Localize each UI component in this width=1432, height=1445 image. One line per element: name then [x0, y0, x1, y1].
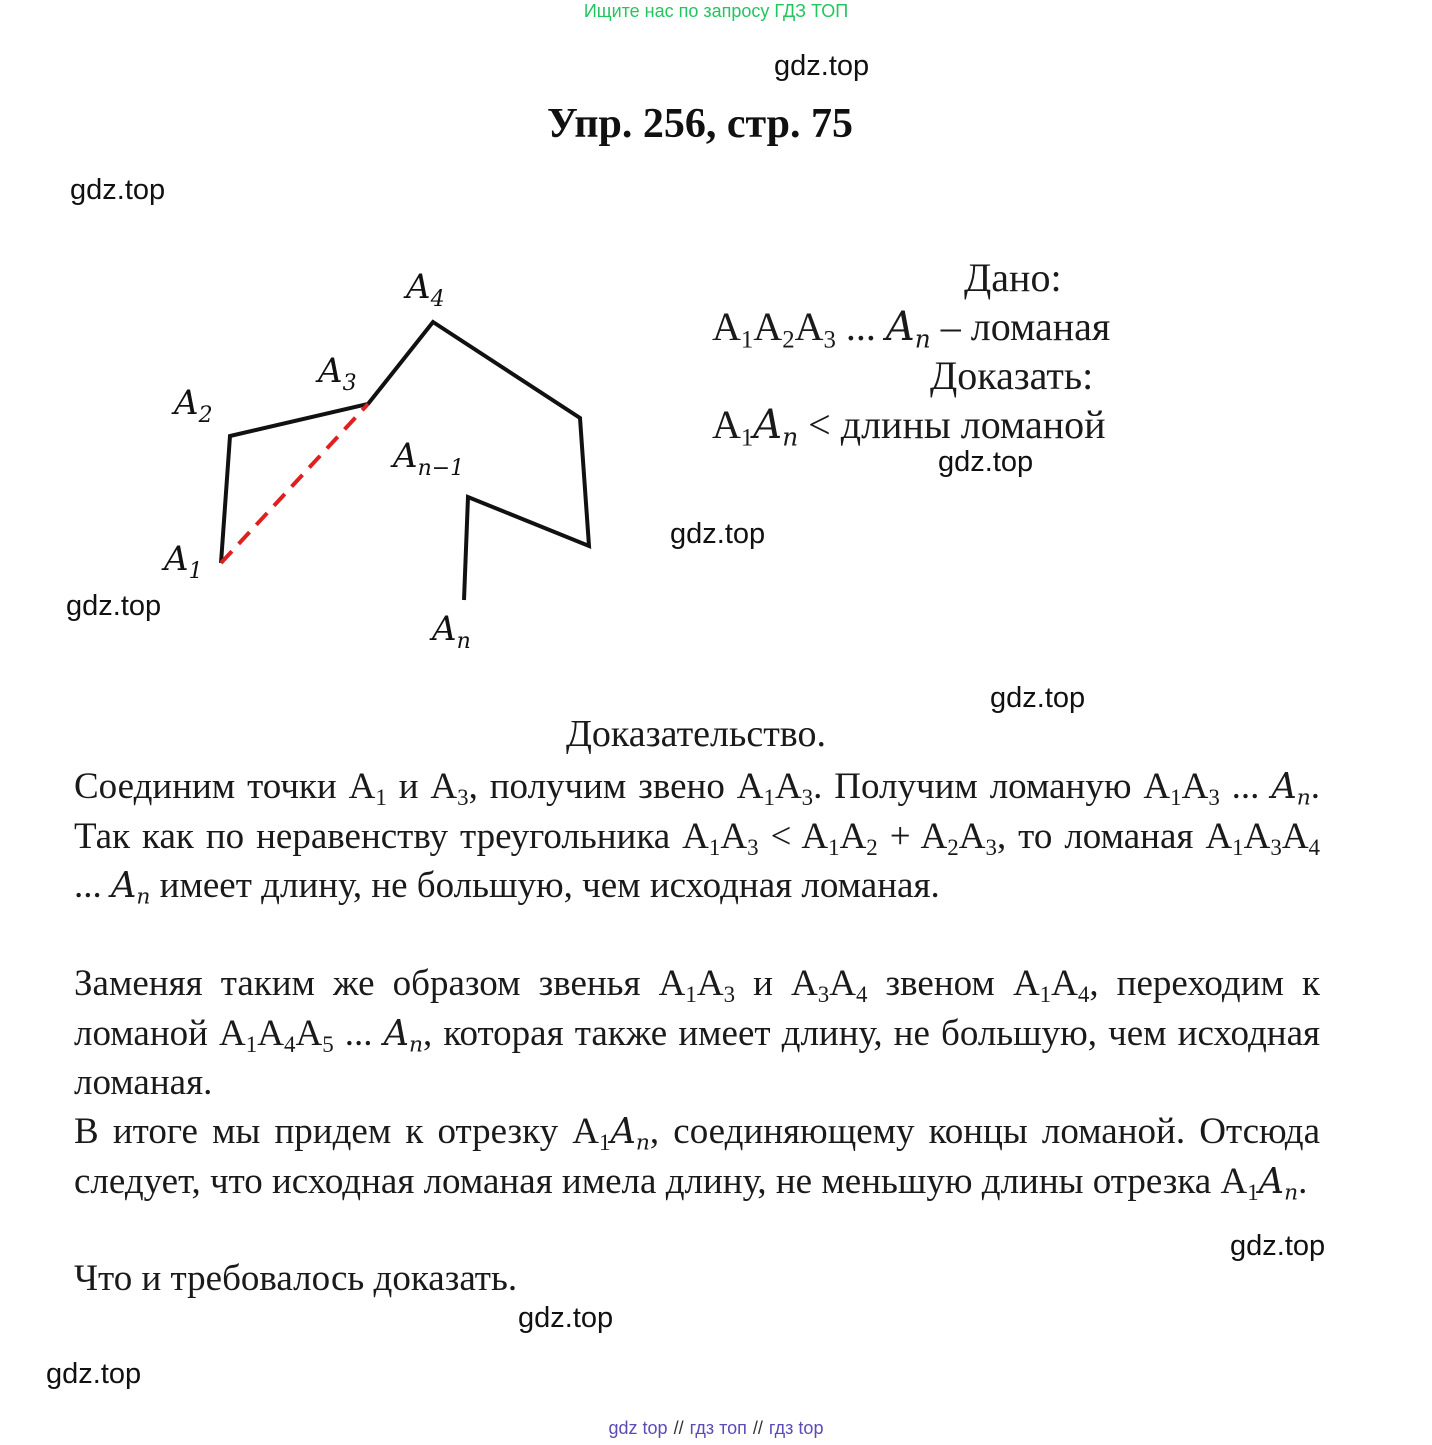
- label-a1: $A_1$: [164, 539, 203, 584]
- prove-heading: Доказать:: [930, 353, 1094, 398]
- broken-line-figure: [0, 0, 700, 680]
- proof-paragraph-3: В итоге мы придем к отрезку $A_1A_n$, соединяющему концы ломаной. Отсюда следует, что исходная ломаная имела длину, не меньшую длины отрезка $A_1A_n$.: [74, 1111, 1321, 1206]
- given-heading: Дано:: [964, 255, 1062, 300]
- page-title: Упр. 256, стр. 75: [546, 101, 854, 147]
- given-statement: $A_1A_2A_3$ ... $A_n$ – ломаная: [712, 304, 1111, 354]
- label-an-minus-1: $A_{n-1}$: [393, 436, 465, 481]
- watermark: gdz.top: [70, 174, 166, 206]
- segment-a1-a3-dashed: [221, 404, 368, 563]
- bottom-links: [0, 1418, 1432, 1439]
- separator: //: [752, 1418, 763, 1438]
- proof-conclusion: Что и требовалось доказать.: [74, 1258, 518, 1299]
- watermark: gdz.top: [774, 50, 870, 82]
- watermark: gdz.top: [66, 590, 162, 622]
- watermark: gdz.top: [518, 1302, 614, 1334]
- watermark: gdz.top: [46, 1358, 142, 1390]
- proof-paragraph-2: Заменяя таким же образом звенья $A_1A_3$ и $A_3A_4$ звеном $A_1A_4$, переходим к ломаной $A_1A_4A_5$ ... $A_n$, которая также имеет длину, не большую, чем исходная ломаная.: [74, 963, 1321, 1103]
- label-an: $A_n$: [432, 609, 471, 654]
- prove-statement: $A_1A_n$ < длины ломаной: [712, 402, 1106, 452]
- proof-heading: Доказательство.: [566, 713, 826, 755]
- bottom-link[interactable]: гдз топ: [689, 1418, 747, 1438]
- watermark: gdz.top: [670, 518, 766, 550]
- bottom-link[interactable]: гдз top: [768, 1418, 824, 1438]
- label-a2: $A_2$: [174, 383, 213, 428]
- proof-paragraph-1: Соединим точки $A_1$ и $A_3$, получим звено $A_1A_3$. Получим ломаную $A_1A_3$ ... $A_n$. Так как по неравенству треугольника $A_1A_3 < A_1A_2 + A_2A_3$, то ломаная $A_1A_3A_4$ ... $A_n$ имеет длину, не большую, чем исходная ломаная.: [74, 766, 1321, 910]
- label-a3: $A_3$: [318, 351, 357, 396]
- bottom-link[interactable]: gdz top: [608, 1418, 668, 1438]
- top-banner: Ищите нас по запросу ГДЗ ТОП: [583, 1, 849, 21]
- watermark: gdz.top: [990, 682, 1086, 714]
- watermark: gdz.top: [938, 446, 1034, 478]
- watermark: gdz.top: [1230, 1230, 1326, 1262]
- label-a4: $A_4$: [406, 267, 445, 312]
- separator: //: [673, 1418, 684, 1438]
